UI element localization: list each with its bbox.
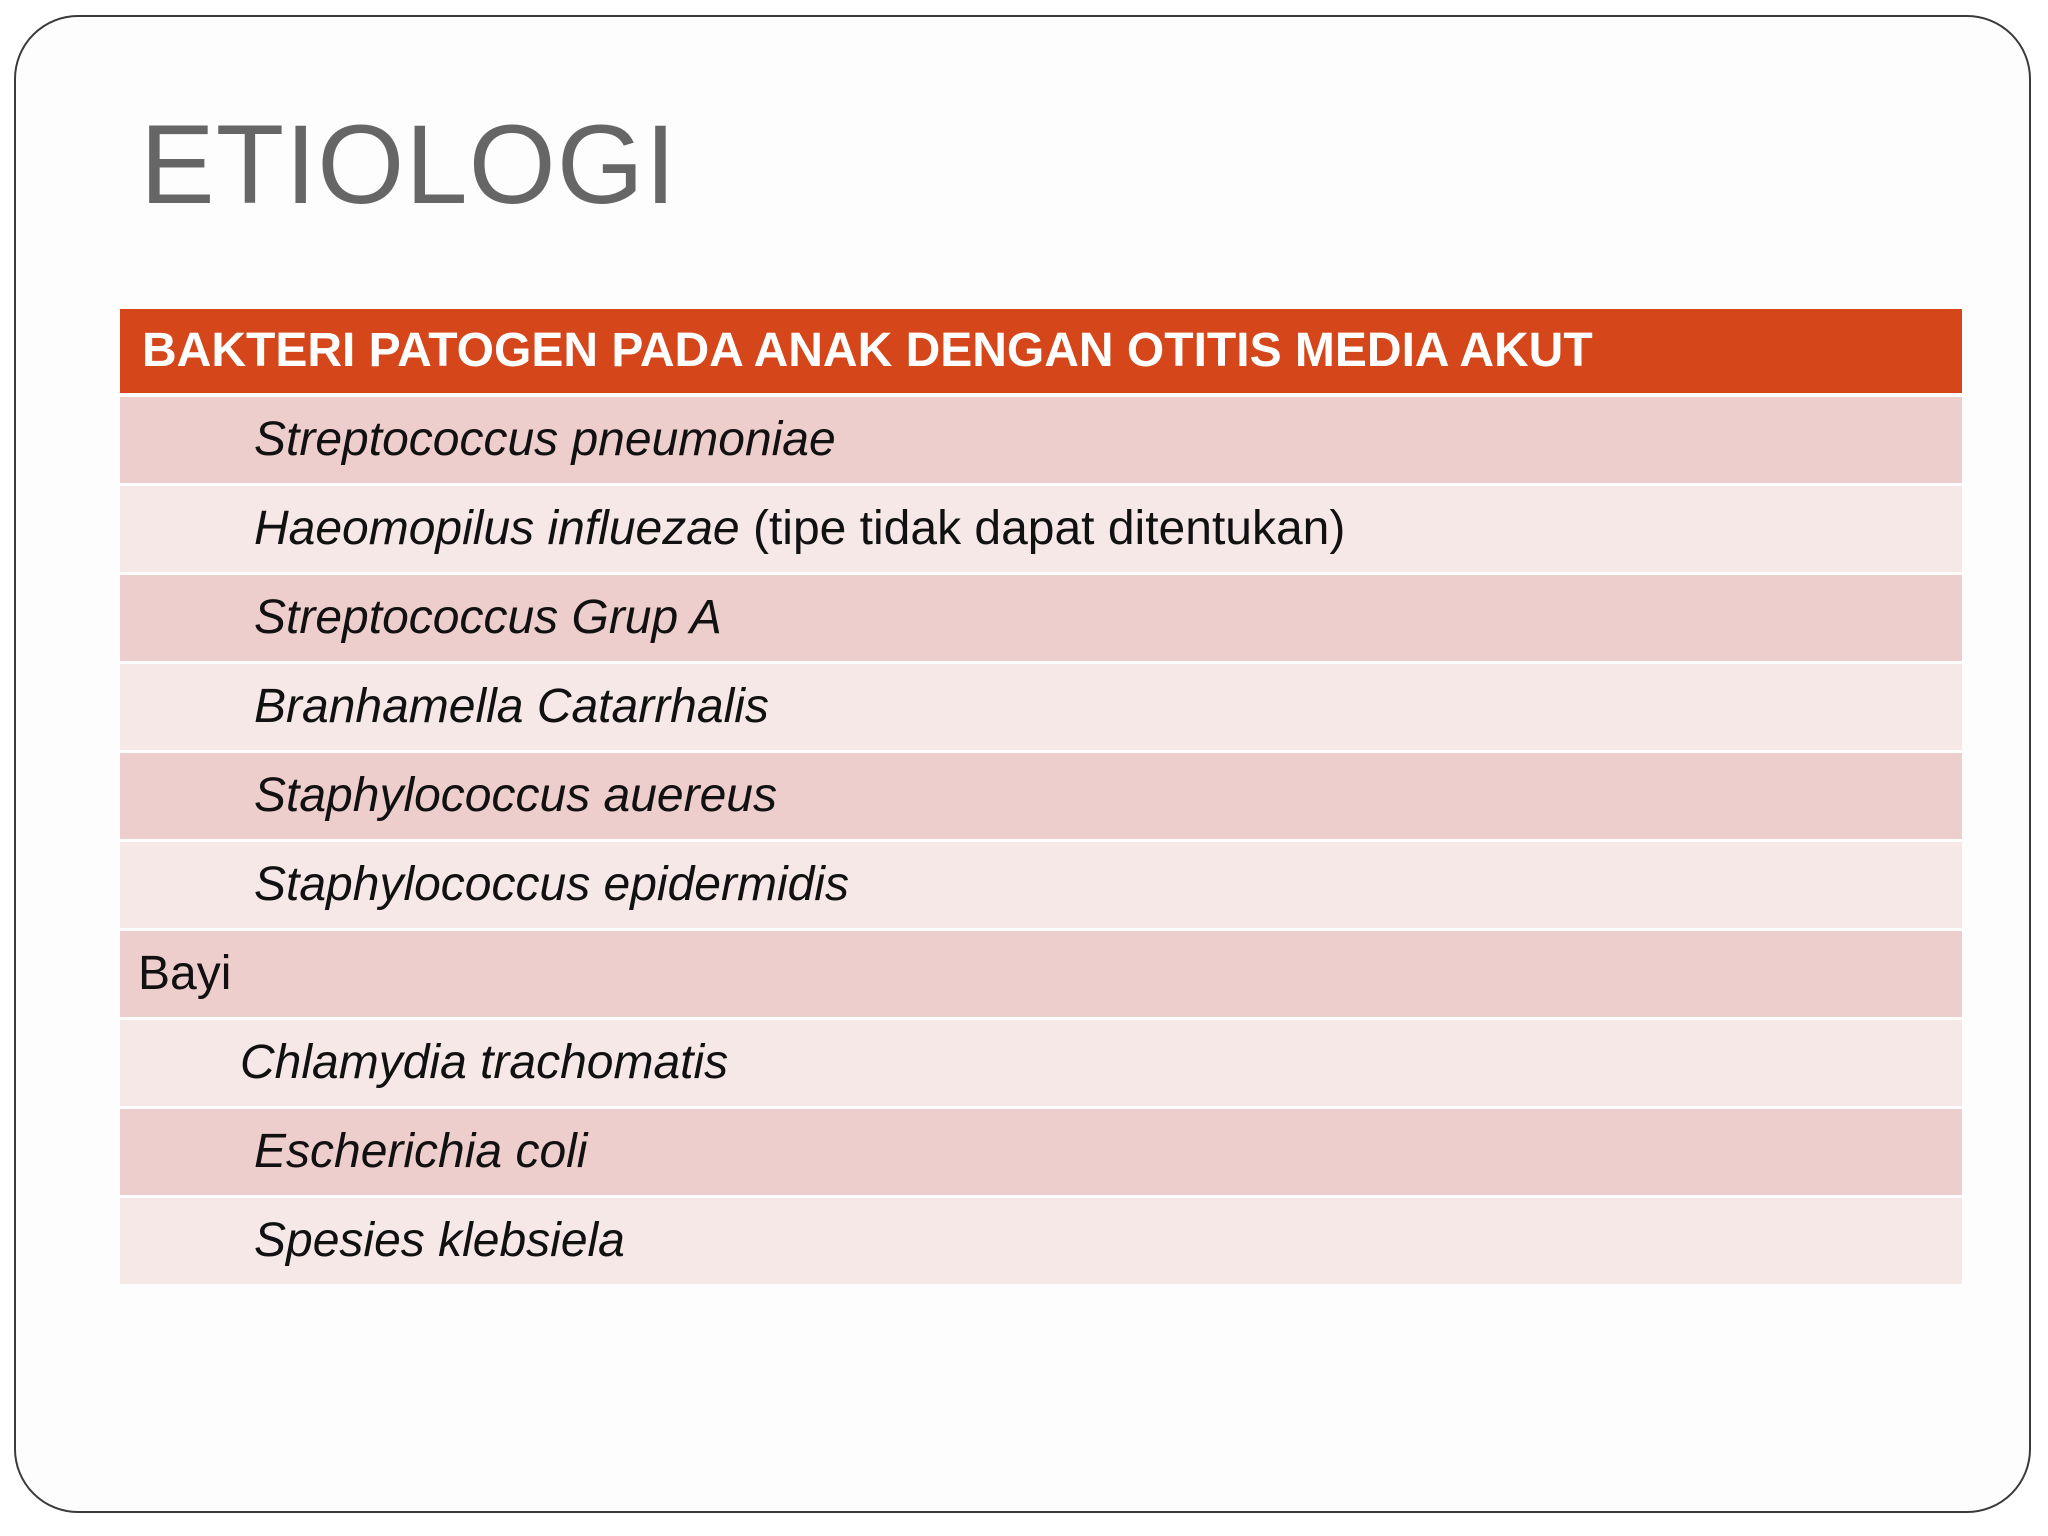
organism-cell	[120, 575, 1962, 661]
organism-name: Staphylococcus auereus	[254, 769, 777, 822]
table-row-group	[120, 931, 1962, 1017]
slide-title: ETIOLOGI	[140, 102, 677, 227]
table-row	[120, 664, 1962, 750]
table-row	[120, 486, 1962, 572]
table-row	[120, 1198, 1962, 1284]
table-row	[120, 397, 1962, 483]
table-row	[120, 753, 1962, 839]
pathogen-table	[120, 309, 1962, 1287]
organism-cell	[120, 664, 1962, 750]
organism-name: Escherichia coli	[254, 1125, 588, 1178]
slide-frame	[14, 15, 2031, 1513]
organism-cell	[120, 753, 1962, 839]
organism-cell	[120, 486, 1962, 572]
group-label: Bayi	[138, 947, 232, 1000]
organism-name: Haeomopilus influezae	[254, 502, 740, 555]
table-header: BAKTERI PATOGEN PADA ANAK DENGAN OTITIS MEDIA AKUT	[120, 309, 1962, 393]
organism-name: Streptococcus Grup A	[254, 591, 722, 644]
organism-name: Spesies klebsiela	[254, 1214, 625, 1267]
organism-cell	[120, 1109, 1962, 1195]
organism-note: (tipe tidak dapat ditentukan)	[739, 502, 1346, 555]
table-row	[120, 1109, 1962, 1195]
organism-name: Staphylococcus epidermidis	[254, 858, 849, 911]
organism-cell	[120, 842, 1962, 928]
organism-name: Branhamella Catarrhalis	[254, 680, 769, 733]
table-row	[120, 842, 1962, 928]
organism-name: Streptococcus pneumoniae	[254, 413, 836, 466]
organism-cell	[120, 1198, 1962, 1284]
table-row	[120, 1020, 1962, 1106]
organism-cell	[120, 1020, 1962, 1106]
table-row	[120, 575, 1962, 661]
organism-name: Chlamydia trachomatis	[240, 1036, 729, 1089]
organism-cell	[120, 397, 1962, 483]
